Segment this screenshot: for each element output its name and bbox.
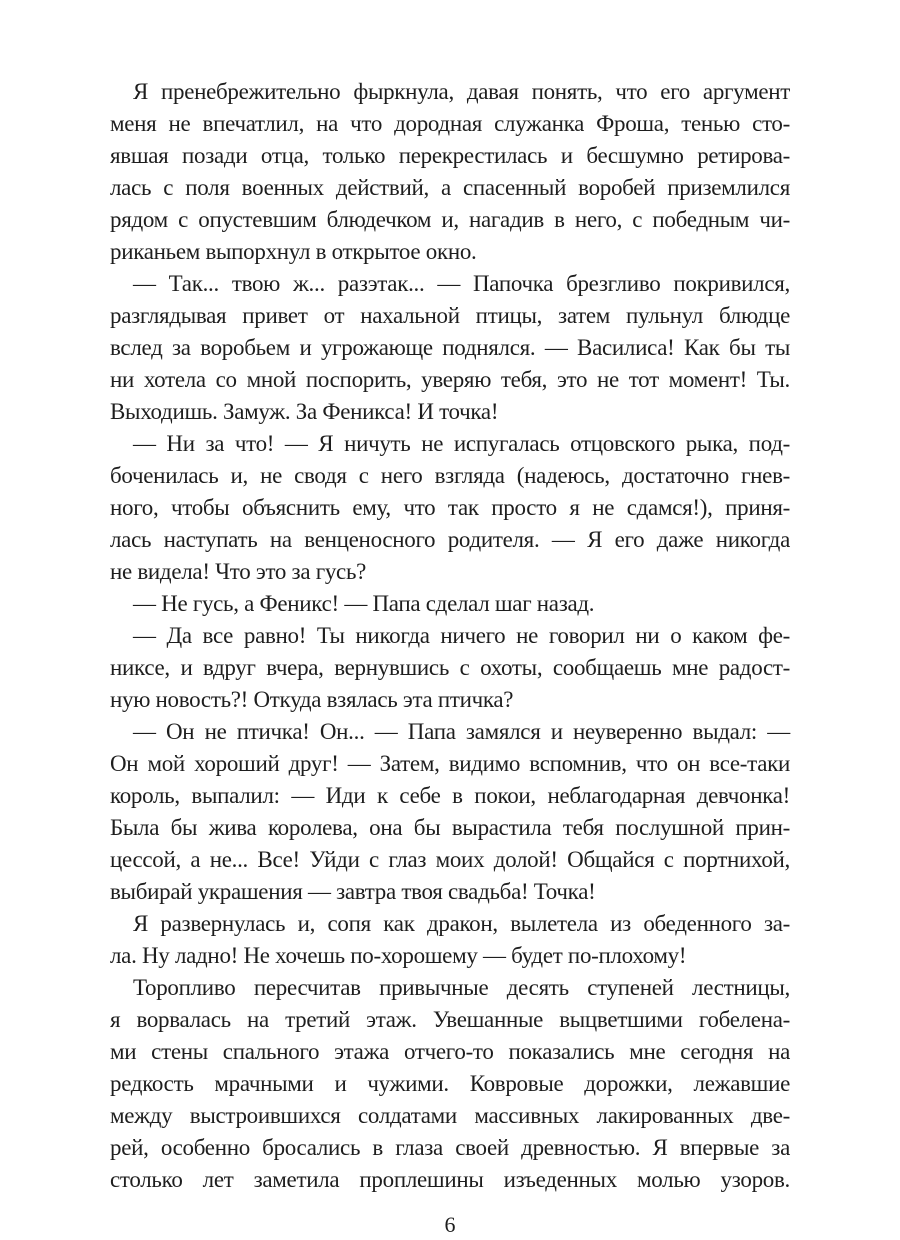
text-line: цессой, а не... Все! Уйди с глаз моих долой! Общайся с портнихой, bbox=[110, 847, 790, 872]
text-line: рей, особенно бросались в глаза своей древностью. Я впервые за bbox=[110, 1135, 790, 1160]
text-line: король, выпалил: — Иди к себе в покои, неблагодарная девчонка! bbox=[110, 783, 790, 808]
text-line: рядом с опустевшим блюдечком и, нагадив в него, с победным чи- bbox=[110, 207, 790, 232]
text-line: боченилась и, не сводя с него взгляда (надеюсь, достаточно гнев- bbox=[110, 463, 790, 488]
text-line: лась наступать на венценосного родителя. — Я его даже никогда bbox=[110, 527, 790, 552]
paragraph bbox=[110, 620, 790, 716]
text-line: Я пренебрежительно фыркнула, давая понять, что его аргумент bbox=[133, 79, 790, 104]
text-line: никсе, и вдруг вчера, вернувшись с охоты, сообщаешь мне радост- bbox=[110, 655, 790, 680]
text-line: столько лет заметила проплешины изъеденных молью узоров. bbox=[110, 1167, 790, 1192]
paragraph bbox=[110, 268, 790, 428]
text-line: ного, чтобы объяснить ему, что так просто я не сдамся!), приня- bbox=[110, 495, 790, 520]
text-line: Я развернулась и, сопя как дракон, вылетела из обеденного за- bbox=[133, 911, 790, 936]
text-line: Была бы жива королева, она бы вырастила тебя послушной прин- bbox=[110, 815, 790, 840]
text-line: — Он не птичка! Он... — Папа замялся и неуверенно выдал: — bbox=[133, 719, 790, 744]
text-line: вслед за воробьем и угрожающе поднялся. — Василиса! Как бы ты bbox=[110, 335, 790, 360]
paragraph bbox=[110, 972, 790, 1196]
paragraph bbox=[110, 588, 790, 620]
text-line: выбирай украшения — завтра твоя свадьба! Точка! bbox=[110, 879, 596, 904]
text-line: — Так... твою ж... разэтак... — Папочка брезгливо покривился, bbox=[133, 271, 790, 296]
paragraph bbox=[110, 908, 790, 972]
text-line: лась с поля военных действий, а спасенный воробей приземлился bbox=[110, 175, 790, 200]
text-line: между выстроившихся солдатами массивных лакированных две- bbox=[110, 1103, 790, 1128]
text-line: разглядывая привет от нахальной птицы, затем пульнул блюдце bbox=[110, 303, 790, 328]
paragraph bbox=[110, 76, 790, 268]
text-line: ла. Ну ладно! Не хочешь по-хорошему — будет по-плохому! bbox=[110, 943, 687, 968]
text-line: — Да все равно! Ты никогда ничего не говорил ни о каком фе- bbox=[133, 623, 790, 648]
text-line: редкость мрачными и чужими. Ковровые дорожки, лежавшие bbox=[110, 1071, 790, 1096]
page-number: 6 bbox=[444, 1212, 456, 1237]
text-line: — Не гусь, а Феникс! — Папа сделал шаг назад. bbox=[133, 591, 595, 616]
text-line: я ворвалась на третий этаж. Увешанные выцветшими гобелена- bbox=[110, 1007, 790, 1032]
paragraph bbox=[110, 428, 790, 588]
text-line: явшая позади отца, только перекрестилась и бесшумно ретирова- bbox=[110, 143, 790, 168]
text-line: риканьем выпорхнул в открытое окно. bbox=[110, 239, 477, 264]
text-line: ми стены спального этажа отчего-то показались мне сегодня на bbox=[110, 1039, 790, 1064]
paragraph bbox=[110, 716, 790, 908]
text-line: не видела! Что это за гусь? bbox=[110, 559, 367, 584]
text-line: ную новость?! Откуда взялась эта птичка? bbox=[110, 687, 514, 712]
text-line: меня не впечатлил, на что дородная служанка Фроша, тенью сто- bbox=[110, 111, 790, 136]
book-page-text bbox=[110, 76, 790, 1196]
text-line: Торопливо пересчитав привычные десять ступеней лестницы, bbox=[133, 975, 790, 1000]
text-line: — Ни за что! — Я ничуть не испугалась отцовского рыка, под- bbox=[133, 431, 790, 456]
text-line: Выходишь. Замуж. За Феникса! И точка! bbox=[110, 399, 499, 424]
text-line: Он мой хороший друг! — Затем, видимо вспомнив, что он все-таки bbox=[110, 751, 790, 776]
text-line: ни хотела со мной поспорить, уверяю тебя, это не тот момент! Ты. bbox=[110, 367, 790, 392]
